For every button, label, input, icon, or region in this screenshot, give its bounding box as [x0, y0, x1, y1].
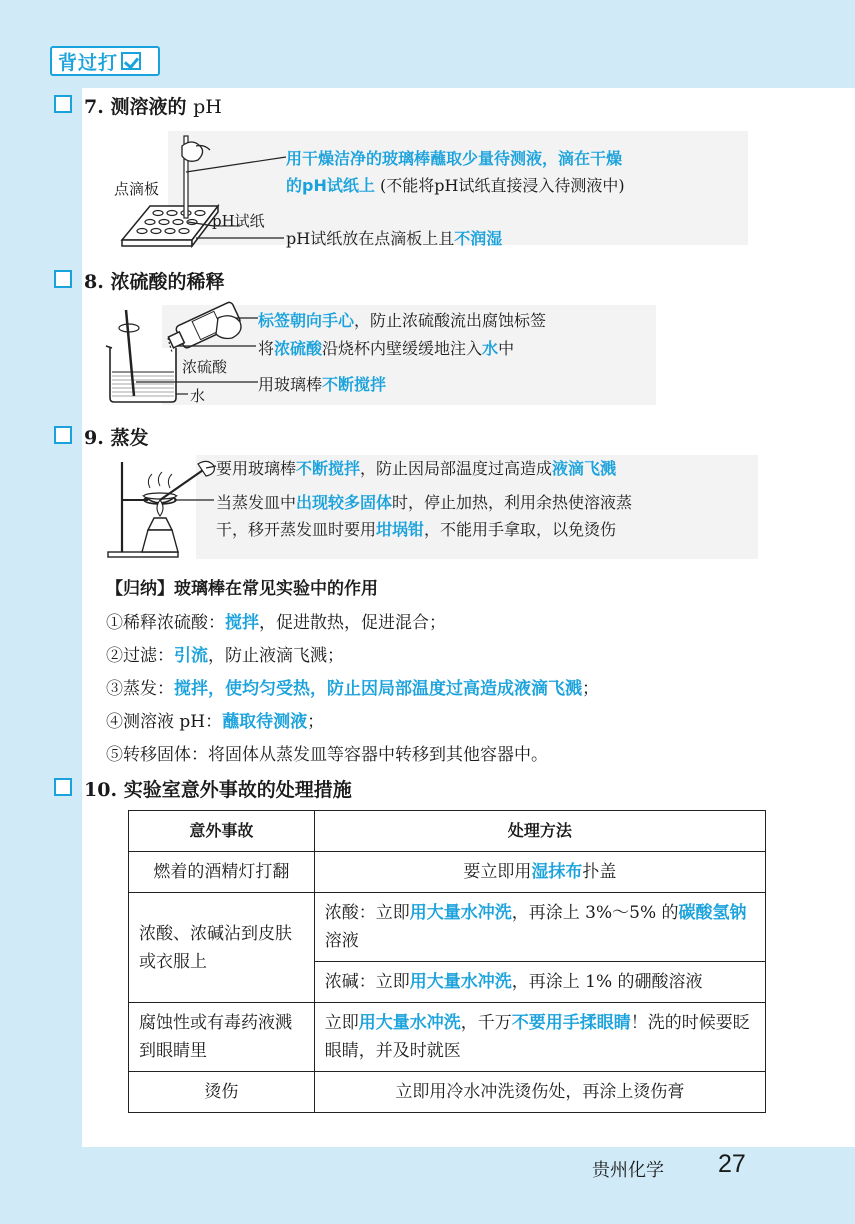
section8-heading: 8. 浓硫酸的稀释: [84, 271, 225, 293]
section7-heading: 7. 测溶液的 pH: [84, 96, 222, 118]
section9-annotation-1: 要用玻璃棒不断搅拌，防止因局部温度过高造成液滴飞溅: [216, 459, 617, 478]
section9-heading: 9. 蒸发: [84, 427, 149, 449]
label-spot-plate: 点滴板: [114, 180, 160, 198]
section9-annotation-3: 干，移开蒸发皿时要用坩埚钳，不能用手拿取，以免烫伤: [216, 520, 617, 539]
label-conc-sulfuric-acid: 浓硫酸: [182, 358, 228, 376]
column-header-accident: 意外事故: [129, 811, 315, 852]
section10-checkbox[interactable]: [54, 778, 72, 796]
section8-annotation-1: 标签朝向手心，防止浓硫酸流出腐蚀标签: [258, 311, 547, 330]
summary-title: 【归纳】玻璃棒在常见实验中的作用: [106, 579, 378, 599]
section7-annotation-1-line1: 用干燥洁净的玻璃棒蘸取少量待测液，滴在干燥: [286, 149, 623, 168]
summary-item-5: ⑤转移固体：将固体从蒸发皿等容器中转移到其他容器中。: [106, 745, 548, 765]
accident-table: [128, 810, 766, 1113]
section8-annotation-3: 用玻璃棒不断搅拌: [258, 375, 387, 394]
accident-cell: 烫伤: [129, 1072, 315, 1113]
logo-text: 背过打: [58, 51, 119, 74]
method-cell: 立即用冷水冲洗烫伤处，再涂上烫伤膏: [314, 1072, 765, 1113]
section9-annotation-2: 当蒸发皿中出现较多固体时，停止加热，利用余热使溶液蒸: [216, 493, 633, 512]
summary-item-1: ①稀释浓硫酸：搅拌，促进散热，促进混合；: [106, 613, 446, 633]
column-header-method: 处理方法: [314, 811, 765, 852]
table-row: [129, 1072, 766, 1113]
section7-annotation-1-line2: 的pH试纸上 (不能将pH试纸直接浸入待测液中): [286, 176, 625, 195]
method-cell: 浓酸：立即用大量水冲洗，再涂上 3%～5% 的碳酸氢钠溶液: [314, 893, 765, 962]
summary-item-4: ④测溶液 pH：蘸取待测液；: [106, 712, 325, 732]
section8-annotation-2: 将浓硫酸沿烧杯内壁缓缓地注入水中: [258, 339, 515, 358]
label-water: 水: [190, 387, 206, 405]
evaporation-illustration: [0, 0, 855, 570]
accident-cell: 腐蚀性或有毒药液溅到眼睛里: [129, 1003, 315, 1072]
section7-annotation-2: pH试纸放在点滴板上且不润湿: [286, 229, 503, 248]
table-row: [129, 1003, 766, 1072]
label-ph-paper: pH试纸: [212, 212, 265, 230]
page-number: 27: [718, 1150, 746, 1178]
summary-item-3: ③蒸发：搅拌，使均匀受热，防止因局部温度过高造成液滴飞溅；: [106, 679, 599, 699]
section10-heading: 10. 实验室意外事故的处理措施: [84, 779, 352, 801]
summary-item-2: ②过滤：引流，防止液滴飞溅；: [106, 646, 344, 666]
table-row: [129, 852, 766, 893]
accident-cell: 浓酸、浓碱沾到皮肤或衣服上: [129, 893, 315, 1003]
table-header-row: [129, 811, 766, 852]
accident-cell: 燃着的酒精灯打翻: [129, 852, 315, 893]
method-cell: 立即用大量水冲洗，千万不要用手揉眼睛！洗的时候要眨眼睛，并及时就医: [314, 1003, 765, 1072]
footer-book-title: 贵州化学: [592, 1160, 664, 1181]
method-cell: 浓碱：立即用大量水冲洗，再涂上 1% 的硼酸溶液: [314, 962, 765, 1003]
table-row: [129, 893, 766, 962]
method-cell: 要立即用湿抹布扑盖: [314, 852, 765, 893]
